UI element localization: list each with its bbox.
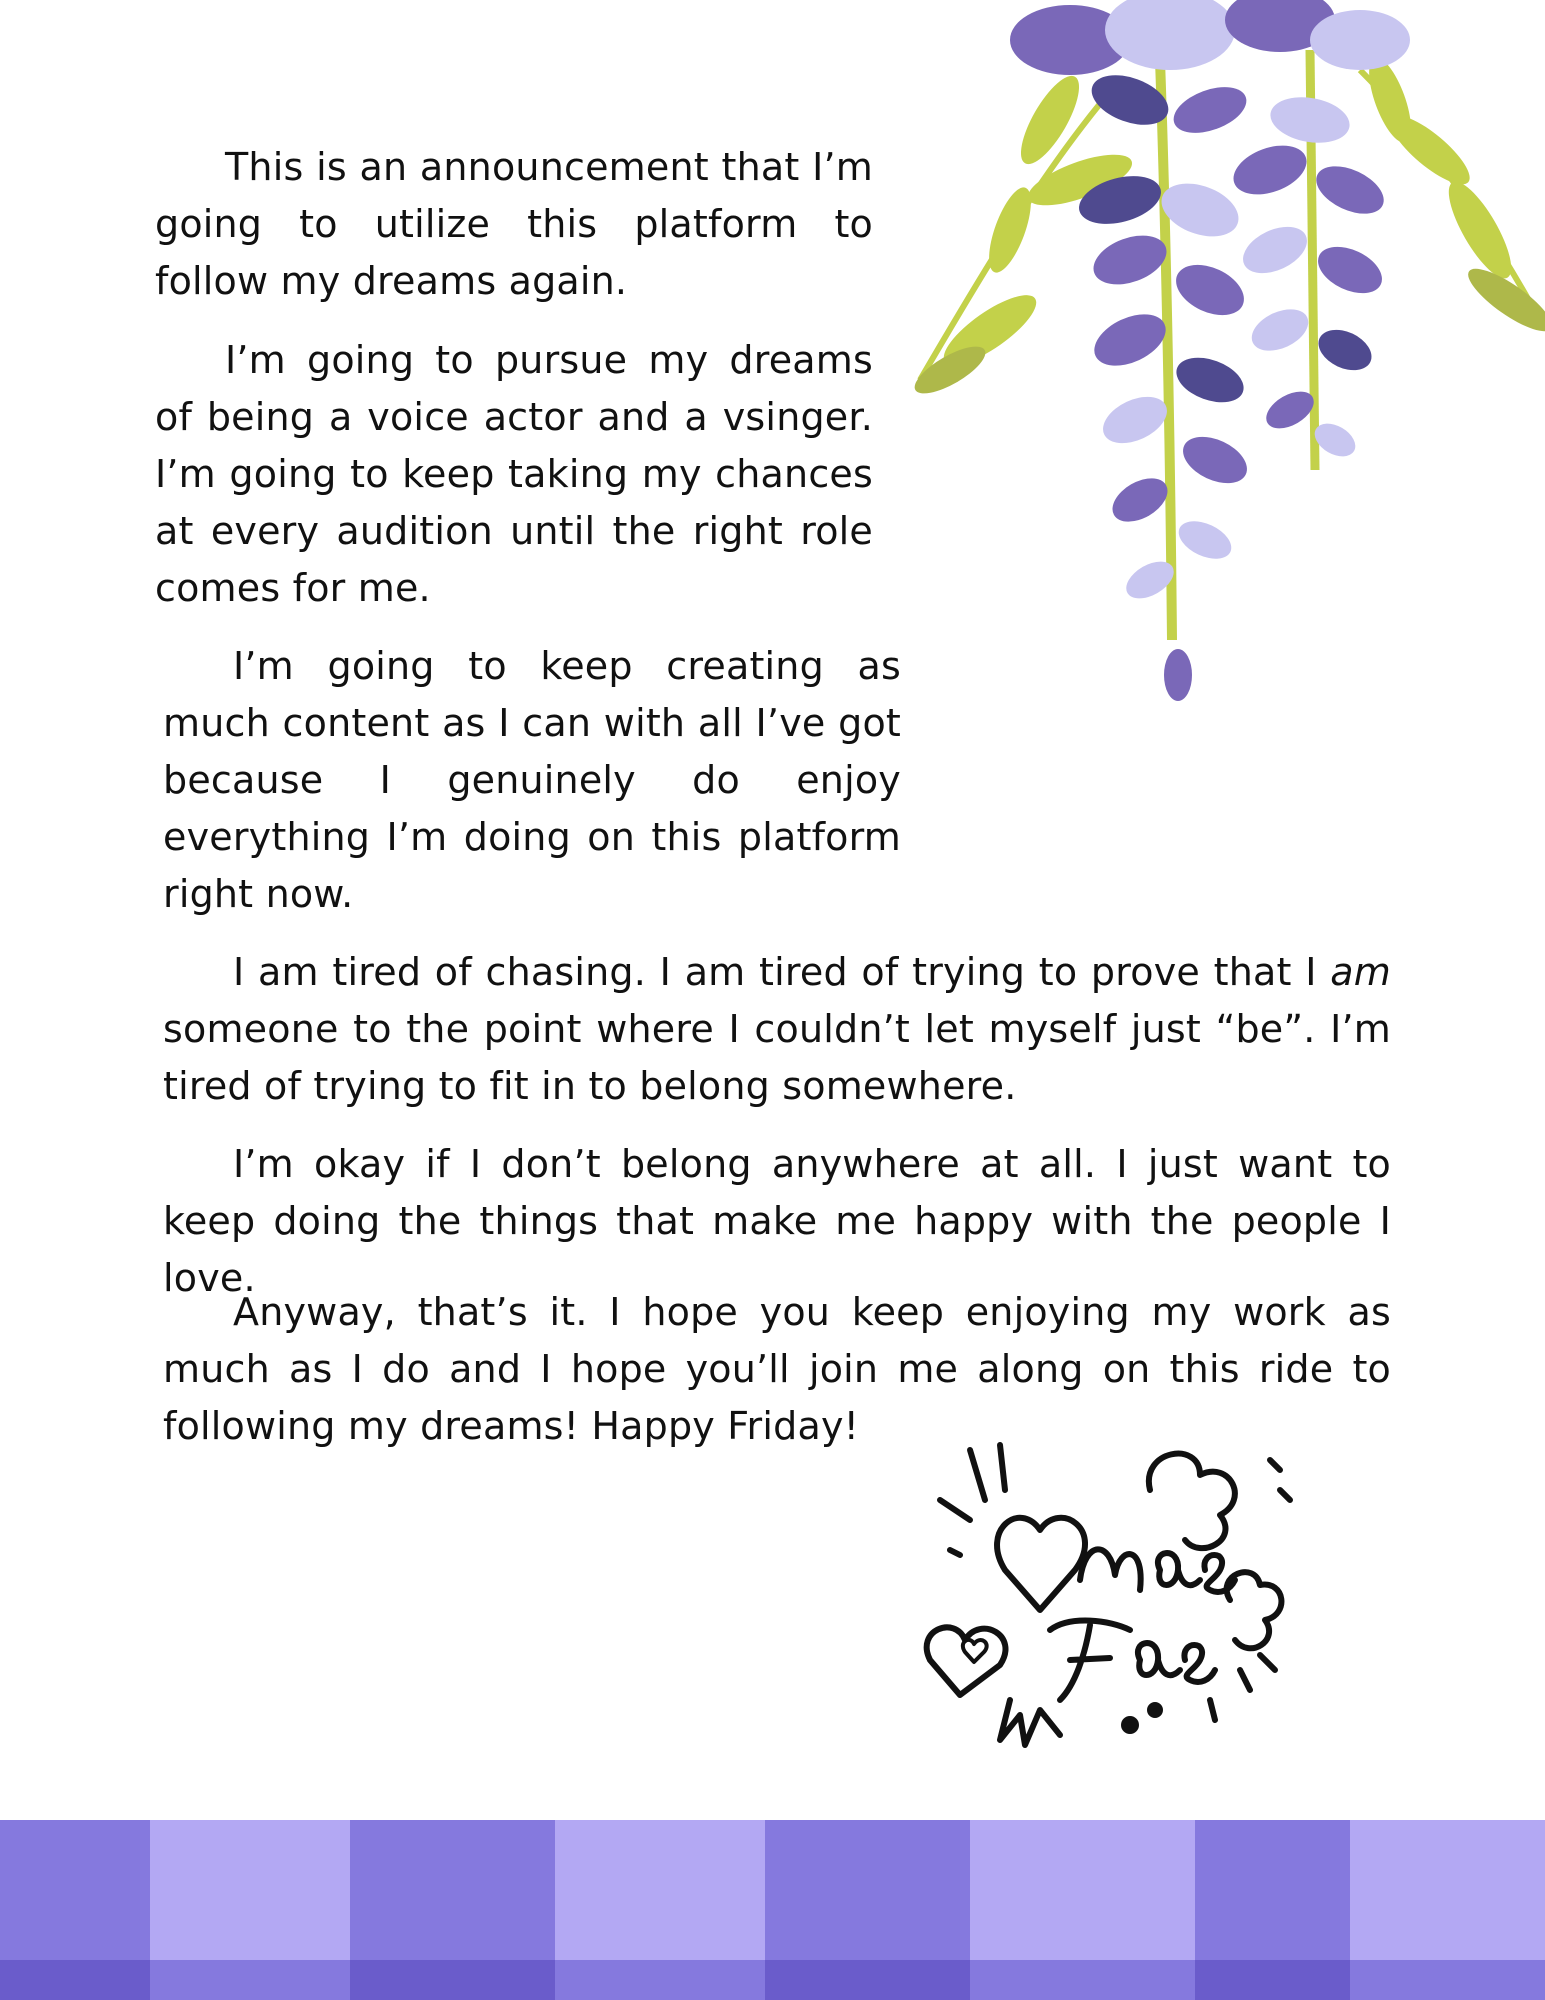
paragraph-2: I’m going to pursue my dreams of being a voice actor and a vsinger. I’m going to keep taking my chances at every audition until the right role comes for me. <box>155 338 873 610</box>
paragraph-5: I’m okay if I don’t belong anywhere at all. I just want to keep doing the things that make me happy with the people I love. <box>163 1142 1391 1300</box>
paragraph-4-end: someone to the point where I couldn’t let myself just “be”. I’m tired of trying to fit in to belong somewhere. <box>163 1007 1391 1108</box>
wisteria-decoration <box>890 0 1545 720</box>
paragraph-4-emphasis: am <box>1330 950 1391 994</box>
paragraph-4-start: I am tired of chasing. I am tired of trying to prove that I <box>233 950 1331 994</box>
paragraph-4 <box>163 944 1391 1115</box>
signature-logo <box>910 1430 1310 1750</box>
plaid-footer-band <box>0 1820 1545 2000</box>
paragraph-6: Anyway, that’s it. I hope you keep enjoying my work as much as I do and I hope you’ll join me along on this ride to following my dreams! Happy Friday! <box>163 1290 1391 1448</box>
paragraph-1: This is an announcement that I’m going to utilize this platform to follow my dreams again. <box>155 145 873 303</box>
paragraph-3: I’m going to keep creating as much content as I can with all I’ve got because I genuinely do enjoy everything I’m doing on this platform right now. <box>163 644 901 916</box>
